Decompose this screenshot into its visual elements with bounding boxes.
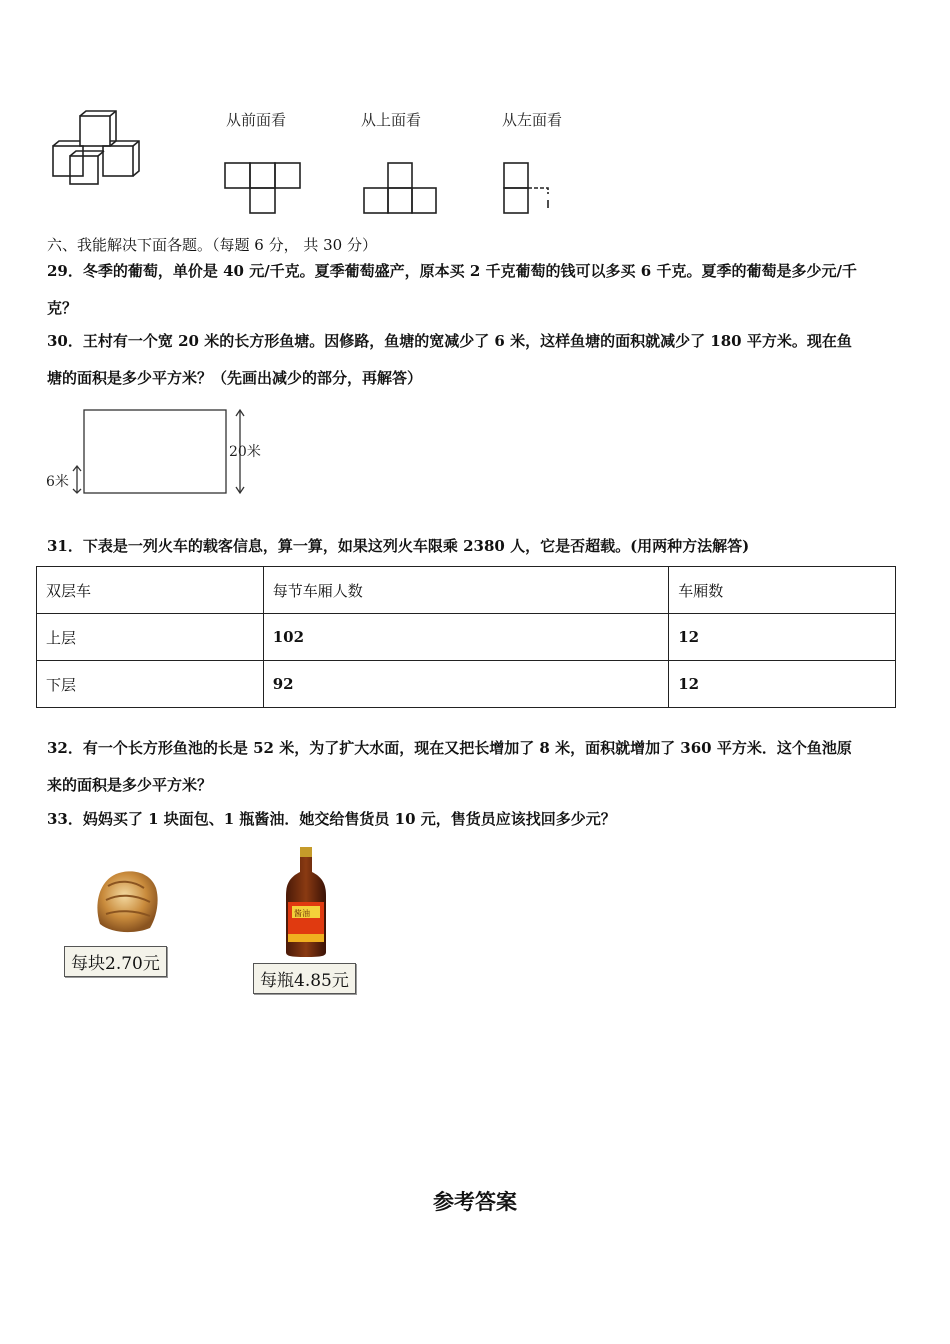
top-view-label: 从上面看 [361,111,422,129]
section-6-header: 六、我能解决下面各题。（每题 6 分， 共 30 分） [47,236,377,254]
table-cell: 上层 [37,614,264,661]
question-29-line-2: 克？ [47,299,78,317]
table-cell: 92 [263,661,669,708]
left-view-shape [500,160,556,216]
front-view-label: 从前面看 [226,111,287,129]
answer-heading: 参考答案 [433,1190,517,1214]
bread-price-tag: 每块2.70元 [64,946,167,977]
question-30-line-1: 30．王村有一个宽 20 米的长方形鱼塘。因修路，鱼塘的宽减少了 6 米，这样鱼塘的面积就减少了 180 平方米。现在鱼 [47,332,852,350]
table-row [37,614,896,661]
left-view-label: 从左面看 [502,111,563,129]
soy-sauce-bottle-image [284,846,328,958]
soy-sauce-price-tag: 每瓶4.85元 [253,963,356,994]
table-cell: 102 [263,614,669,661]
bread-image [92,866,162,936]
table-row [37,661,896,708]
front-view-shape [222,160,304,216]
bottle-label-text: 酱油 [294,909,310,918]
train-capacity-table [36,566,896,708]
table-header-cell: 每节车厢人数 [263,567,669,614]
top-view-shape [361,160,441,216]
table-cell: 12 [669,661,896,708]
table-header-cell: 双层车 [37,567,264,614]
question-32-line-1: 32．有一个长方形鱼池的长是 52 米，为了扩大水面，现在又把长增加了 8 米，面积就增加了 360 平方米．这个鱼池原 [47,739,852,757]
question-30-line-2: 塘的面积是多少平方米？（先画出减少的部分，再解答） [47,369,423,387]
question-31-text: 31．下表是一列火车的载客信息，算一算，如果这列火车限乘 2380 人，它是否超载。(用两种方法解答) [47,537,750,555]
question-32-line-2: 来的面积是多少平方米？ [47,776,213,794]
table-cell: 12 [669,614,896,661]
width-6m-label: 6米 [46,474,69,490]
question-33-text: 33．妈妈买了 1 块面包、1 瓶酱油．她交给售货员 10 元，售货员应该找回多少元？ [47,810,616,828]
cube-stack-figure [50,108,160,188]
table-header-row [37,567,896,614]
table-cell: 下层 [37,661,264,708]
question-29-line-1: 29．冬季的葡萄，单价是 40 元/千克。夏季葡萄盛产，原本买 2 千克葡萄的钱可以多买 6 千克。夏季的葡萄是多少元/千 [47,262,857,280]
width-20m-label: 20米 [229,444,261,460]
table-header-cell: 车厢数 [669,567,896,614]
